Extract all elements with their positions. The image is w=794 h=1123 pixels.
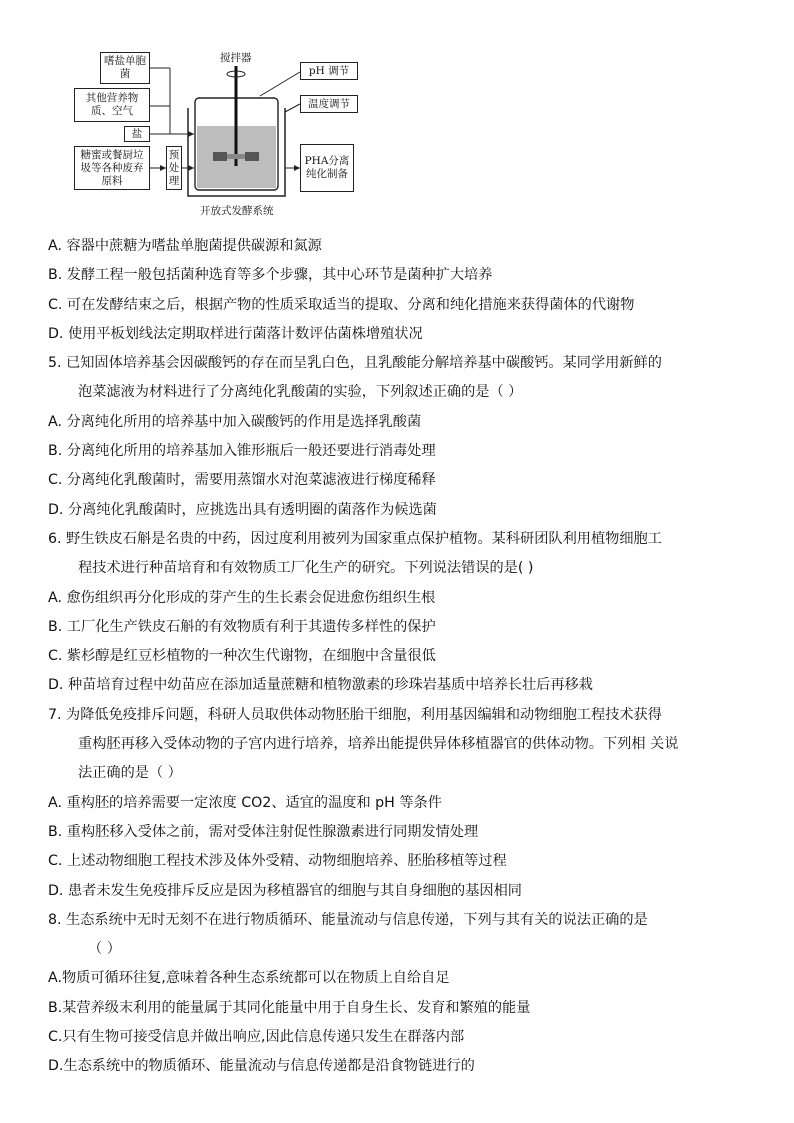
- pretreatment-box: 预处理: [166, 146, 182, 190]
- option-line: D. 种苗培育过程中幼苗应在添加适量蔗糖和植物激素的珍珠岩基质中培养长壮后再移栽: [48, 677, 593, 694]
- nutrients-box: 其他营养物质、空气: [74, 88, 150, 122]
- option-line: D. 患者未发生免疫排斥反应是因为移植器官的细胞与其自身细胞的基因相同: [48, 882, 522, 899]
- question-stem: 7. 为降低免疫排斥问题，科研人员取供体动物胚胎干细胞，利用基因编辑和动物细胞工程技术获得: [48, 706, 662, 723]
- question-stem-continued: （ ）: [88, 941, 121, 958]
- option-line: D. 分离纯化乳酸菌时，应挑选出具有透明圈的菌落作为候选菌: [48, 501, 437, 518]
- option-line: A.物质可循环往复,意味着各种生态系统都可以在物质上自给自足: [48, 970, 450, 987]
- option-line: A. 愈伤组织再分化形成的芽产生的生长素会促进愈伤组织生根: [48, 589, 436, 606]
- option-line: C. 上述动物细胞工程技术涉及体外受精、动物细胞培养、胚胎移植等过程: [48, 853, 507, 870]
- bacteria-box: 嗜盐单胞菌: [100, 52, 150, 84]
- question-stem: 8. 生态系统中无时无刻不在进行物质循环、能量流动与信息传递，下列与其有关的说法正确的是: [48, 911, 648, 928]
- temperature-control-box: 温度调节: [300, 95, 358, 113]
- option-line: B. 重构胚移入受体之前，需对受体注射促性腺激素进行同期发情处理: [48, 823, 479, 840]
- question-stem-continued: 重构胚再移入受体动物的子宫内进行培养，培养出能提供异体移植器官的供体动物。下列相 关说: [78, 736, 679, 753]
- option-line: B. 工厂化生产铁皮石斛的有效物质有利于其遗传多样性的保护: [48, 618, 436, 635]
- option-line: B. 分离纯化所用的培养基加入锥形瓶后一般还要进行消毒处理: [48, 443, 436, 460]
- option-line: D. 使用平板划线法定期取样进行菌落计数评估菌株增殖状况: [48, 325, 423, 342]
- option-line: B.某营养级末利用的能量属于其同化能量中用于自身生长、发育和繁殖的能量: [48, 999, 531, 1016]
- option-line: C. 紫杉醇是红豆杉植物的一种次生代谢物，在细胞中含量很低: [48, 648, 436, 665]
- option-line: C.只有生物可接受信息并做出响应,因此信息传递只发生在群落内部: [48, 1029, 465, 1046]
- raw-material-box: 糖蜜或餐厨垃圾等各种废弃原料: [74, 146, 150, 190]
- pha-product-box: PHA分离纯化制备: [300, 144, 354, 192]
- salt-box: 盐: [124, 126, 150, 142]
- question-stem: 6. 野生铁皮石斛是名贵的中药，因过度利用被列为国家重点保护植物。某科研团队利用植物细胞工: [48, 530, 662, 547]
- question-stem: 5. 已知固体培养基会因碳酸钙的存在而呈乳白色，且乳酸能分解培养基中碳酸钙。某同学用新鲜的: [48, 355, 662, 372]
- stirrer-label: 搅拌器: [220, 52, 252, 64]
- question-stem-continued: 泡菜滤液为材料进行了分离纯化乳酸菌的实验，下列叙述正确的是（ ）: [78, 384, 523, 401]
- option-line: B. 发酵工程一般包括菌种选育等多个步骤，其中心环节是菌种扩大培养: [48, 267, 493, 284]
- option-line: A. 容器中蔗糖为嗜盐单胞菌提供碳源和氮源: [48, 238, 322, 254]
- option-line: D.生态系统中的物质循环、能量流动与信息传递都是沿食物链进行的: [48, 1058, 475, 1075]
- option-line: C. 可在发酵结束之后，根据产物的性质采取适当的提取、分离和纯化措施来获得菌体的代谢物: [48, 296, 635, 313]
- option-line: C. 分离纯化乳酸菌时，需要用蒸馏水对泡菜滤液进行梯度稀释: [48, 472, 436, 489]
- option-line: A. 重构胚的培养需要一定浓度 CO2、适宜的温度和 pH 等条件: [48, 794, 442, 811]
- option-line: A. 分离纯化所用的培养基中加入碳酸钙的作用是选择乳酸菌: [48, 413, 422, 430]
- question-stem-continued: 法正确的是（ ）: [78, 765, 182, 782]
- question-stem-continued: 程技术进行种苗培育和有效物质工厂化生产的研究。下列说法错误的是( ): [78, 560, 534, 577]
- question-content: [48, 232, 764, 1082]
- fermentation-diagram: [70, 48, 370, 223]
- figure-caption: 开放式发酵系统: [200, 205, 274, 217]
- ph-control-box: pH 调节: [300, 62, 358, 80]
